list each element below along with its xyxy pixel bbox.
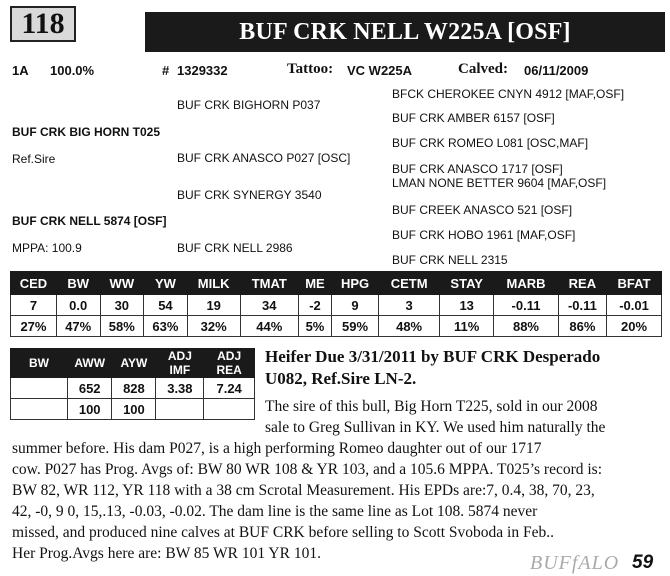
epd-percentile: 5% bbox=[298, 316, 331, 337]
sire-sire: BUF CRK BIGHORN P037 bbox=[177, 98, 321, 112]
sire-sire-sire: BFCK CHEROKEE CNYN 4912 [MAF,OSF] bbox=[392, 87, 625, 101]
page-number: 59 bbox=[632, 552, 654, 573]
epd-value: -0.11 bbox=[494, 295, 559, 316]
dam-sire-sire: LMAN NONE BETTER 9604 [MAF,OSF] bbox=[392, 176, 607, 190]
progeny-header: ADJ REA bbox=[204, 349, 255, 378]
epd-header: WW bbox=[100, 272, 144, 295]
progeny-cell: 7.24 bbox=[204, 378, 255, 399]
desc-line: summer before. His dam P027, is a high performing Romeo daughter out of our 1717 bbox=[12, 440, 542, 457]
epd-table bbox=[10, 271, 662, 337]
epd-percentile: 32% bbox=[187, 316, 240, 337]
epd-header: TMAT bbox=[240, 272, 298, 295]
lot-number: 118 bbox=[10, 6, 76, 42]
reg-label: # bbox=[162, 63, 170, 78]
calved-label: Calved: bbox=[458, 61, 508, 77]
desc-line: missed, and produced nine calves at BUF CRK before selling to Scott Svoboda in Feb.. bbox=[12, 524, 554, 541]
progeny-cell: 100 bbox=[112, 399, 156, 420]
dam-sire: BUF CRK SYNERGY 3540 bbox=[177, 188, 322, 202]
progeny-cell: 3.38 bbox=[156, 378, 204, 399]
epd-header: ME bbox=[298, 272, 331, 295]
progeny-header: AYW bbox=[112, 349, 156, 378]
dam-note: MPPA: 100.9 bbox=[12, 241, 82, 255]
epd-header-row bbox=[11, 272, 662, 295]
epd-percentile: 58% bbox=[100, 316, 144, 337]
epd-percentile: 44% bbox=[240, 316, 298, 337]
epd-percentile: 47% bbox=[56, 316, 100, 337]
epd-percentile: 59% bbox=[332, 316, 379, 337]
epd-header: CED bbox=[11, 272, 57, 295]
heifer-line: Heifer Due 3/31/2011 by BUF CRK Desperado bbox=[265, 347, 601, 366]
progeny-cell: 652 bbox=[68, 378, 112, 399]
progeny-cell bbox=[11, 378, 68, 399]
epd-header: YW bbox=[144, 272, 188, 295]
progeny-cell bbox=[204, 399, 255, 420]
epd-percentile: 86% bbox=[558, 316, 606, 337]
dam-sire-dam: BUF CREEK ANASCO 521 [OSF] bbox=[392, 203, 573, 217]
epd-value: 0.0 bbox=[56, 295, 100, 316]
progeny-cell bbox=[11, 399, 68, 420]
epd-header: MARB bbox=[494, 272, 559, 295]
sire-dam: BUF CRK ANASCO P027 [OSC] bbox=[177, 151, 351, 165]
progeny-header-row bbox=[11, 349, 255, 378]
tattoo-label: Tattoo: bbox=[287, 61, 334, 77]
sex-code: 1A bbox=[12, 63, 29, 78]
epd-value: 7 bbox=[11, 295, 57, 316]
progeny-header: BW bbox=[11, 349, 68, 378]
dam-dam-sire: BUF CRK HOBO 1961 [MAF,OSF] bbox=[392, 228, 576, 242]
progeny-row bbox=[11, 378, 255, 399]
buffalo-logo: BUFfALO bbox=[530, 552, 620, 574]
epd-percentile: 48% bbox=[379, 316, 440, 337]
heifer-headline bbox=[265, 346, 665, 390]
progeny-cell bbox=[156, 399, 204, 420]
sire-sire-dam: BUF CRK AMBER 6157 [OSF] bbox=[392, 111, 555, 125]
epd-value: 9 bbox=[332, 295, 379, 316]
desc-line: Her Prog.Avgs here are: BW 85 WR 101 YR 101. bbox=[12, 545, 321, 562]
epd-value: -2 bbox=[298, 295, 331, 316]
heifer-line: U082, Ref.Sire LN-2. bbox=[265, 369, 417, 388]
epd-value: 19 bbox=[187, 295, 240, 316]
progeny-header: ADJ IMF bbox=[156, 349, 204, 378]
sire-dam-dam: BUF CRK ANASCO 1717 [OSF] bbox=[392, 162, 563, 176]
desc-line: The sire of this bull, Big Horn T225, sold in our 2008 bbox=[265, 398, 598, 415]
epd-header: MILK bbox=[187, 272, 240, 295]
epd-percentile: 27% bbox=[11, 316, 57, 337]
sire-dam-sire: BUF CRK ROMEO L081 [OSC,MAF] bbox=[392, 136, 589, 150]
epd-value: 34 bbox=[240, 295, 298, 316]
epd-header: REA bbox=[558, 272, 606, 295]
epd-value-row bbox=[11, 295, 662, 316]
sire-note: Ref.Sire bbox=[12, 152, 56, 166]
epd-value: 30 bbox=[100, 295, 144, 316]
progeny-cell: 100 bbox=[68, 399, 112, 420]
epd-header: STAY bbox=[440, 272, 494, 295]
epd-percentile: 63% bbox=[144, 316, 188, 337]
desc-line: cow. P027 has Prog. Avgs of: BW 80 WR 108 & YR 103, and a 105.6 MPPA. T025’s record is: bbox=[12, 461, 603, 478]
epd-percentile: 88% bbox=[494, 316, 559, 337]
animal-title: BUF CRK NELL W225A [OSF] bbox=[145, 12, 665, 52]
desc-line: 42, -0, 9 0, 15,.13, -0.03, -0.02. The dam line is the same line as Lot 108. 5874 never bbox=[12, 503, 538, 520]
epd-value: 54 bbox=[144, 295, 188, 316]
sire-name: BUF CRK BIG HORN T025 bbox=[12, 125, 161, 139]
percent-value: 100.0% bbox=[50, 63, 95, 78]
dam-name: BUF CRK NELL 5874 [OSF] bbox=[12, 214, 167, 228]
progeny-header: AWW bbox=[68, 349, 112, 378]
epd-percentile-row bbox=[11, 316, 662, 337]
progeny-table bbox=[10, 348, 255, 420]
registration-number: 1329332 bbox=[177, 63, 228, 78]
progeny-row bbox=[11, 399, 255, 420]
epd-header: CETM bbox=[379, 272, 440, 295]
desc-line: BW 82, WR 112, YR 118 with a 38 cm Scrotal Measurement. His EPDs are:7, 0.4, 38, 70, 23, bbox=[12, 482, 595, 499]
epd-value: 3 bbox=[379, 295, 440, 316]
epd-percentile: 11% bbox=[440, 316, 494, 337]
epd-value: -0.01 bbox=[607, 295, 662, 316]
epd-percentile: 20% bbox=[607, 316, 662, 337]
dam-dam-dam: BUF CRK NELL 2315 bbox=[392, 253, 508, 267]
epd-header: BFAT bbox=[607, 272, 662, 295]
epd-value: -0.11 bbox=[558, 295, 606, 316]
epd-value: 13 bbox=[440, 295, 494, 316]
tattoo-value: VC W225A bbox=[347, 63, 413, 78]
epd-header: BW bbox=[56, 272, 100, 295]
calved-date: 06/11/2009 bbox=[524, 63, 589, 78]
progeny-cell: 828 bbox=[112, 378, 156, 399]
epd-header: HPG bbox=[332, 272, 379, 295]
desc-line: sale to Greg Sullivan in KY. We used him naturally the bbox=[265, 419, 606, 436]
dam-dam: BUF CRK NELL 2986 bbox=[177, 241, 293, 255]
